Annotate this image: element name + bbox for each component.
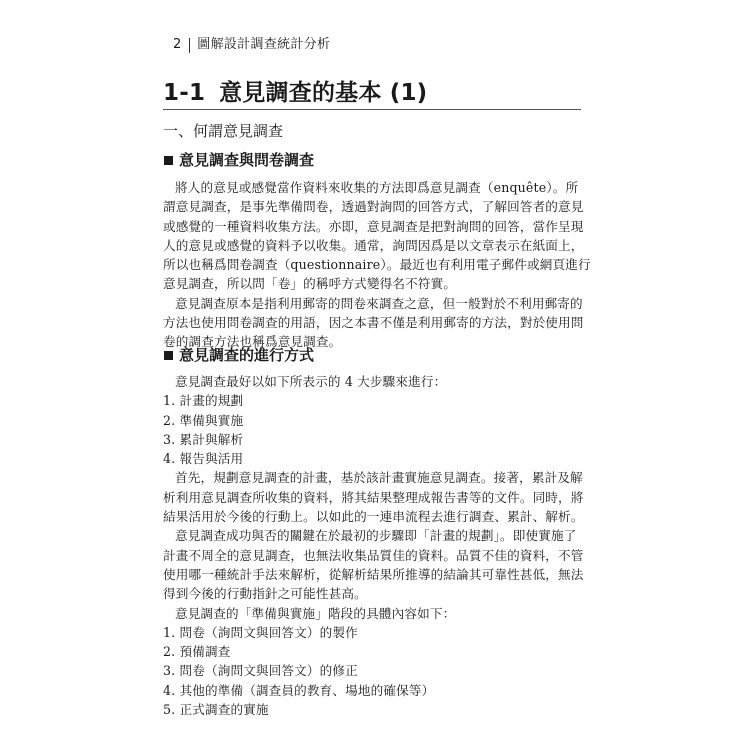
book-title: 圖解設計調查統計分析: [197, 37, 331, 52]
paragraph-line: 得到今後的行動指針之可能性甚高。: [163, 586, 367, 602]
list-item: 4. 報告與活用: [163, 451, 244, 467]
chapter-title-rule: [163, 109, 581, 110]
section-heading: 一、何謂意見調查: [163, 122, 284, 140]
running-head-divider: [189, 38, 190, 53]
subsection-heading-1-text: 意見調查與問卷調查: [179, 151, 315, 169]
list-item: 3. 問卷（詢問文與回答文）的修正: [163, 663, 358, 679]
chapter-title-text: 意見調查的基本 (1): [219, 80, 428, 106]
paragraph-line: 意見調查成功與否的關鍵在於最初的步驟即「計畫的規劃」。即使實施了: [175, 528, 577, 544]
chapter-number: 1-1: [163, 80, 206, 106]
paragraph-line: 或感覺的一種資料收集方法。亦即，意見調查是把對詢問的回答，當作呈現: [163, 218, 584, 234]
paragraph-line: 計畫不周全的意見調查，也無法收集品質佳的資料。品質不佳的資料，不管: [163, 547, 584, 563]
paragraph-line: 謂意見調查，是事先準備問卷，透過對詢問的回答方式，了解回答者的意見: [163, 199, 584, 215]
paragraph-line: 方法也使用問卷調查的用語，因之本書不僅是利用郵寄的方法，對於使用問: [163, 315, 584, 331]
paragraph-line: 結果活用於今後的行動上。以如此的一連串流程去進行調查、累計、解析。: [163, 509, 584, 525]
black-square-icon: [164, 156, 173, 165]
paragraph-line: 意見調查最好以如下所表示的 4 大步驟來進行：: [175, 374, 447, 389]
subsection-2-body: [163, 372, 584, 719]
paragraph-line: 首先，規劃意見調查的計畫，基於該計畫實施意見調查。接著，累計及解: [175, 470, 583, 486]
subsection-heading-2-text: 意見調查的進行方式: [179, 346, 315, 364]
black-square-icon: [164, 351, 173, 360]
subsection-heading-1: [163, 150, 314, 170]
list-item: 1. 問卷（詢問文與回答文）的製作: [163, 624, 358, 640]
paragraph-line: 人的意見或感覺的資料予以收集。通常，詢問因爲是以文章表示在紙面上，: [163, 237, 584, 253]
subsection-1-body: [163, 178, 591, 352]
paragraph-line: 將人的意見或感覺當作資料來收集的方法即爲意見調查（enquête）。所: [175, 180, 579, 195]
list-item: 1. 計畫的規劃: [163, 393, 244, 409]
paragraph-line: 使用哪一種統計手法來解析，從解析結果所推導的結論其可靠性甚低，無法: [163, 566, 584, 582]
paragraph-line: 析利用意見調查所收集的資料，將其結果整理成報告書等的文件。同時，將: [163, 489, 584, 505]
paragraph-line: 所以也稱爲問卷調查（questionnaire）。最近也有利用電子郵件或網頁進行: [163, 257, 591, 273]
list-item: 5. 正式調查的實施: [163, 702, 269, 718]
paragraph-line: 卷的調查方法也稱爲意見調查。: [163, 334, 342, 350]
list-item: 3. 累計與解析: [163, 431, 244, 447]
list-item: 2. 準備與實施: [163, 412, 244, 428]
running-head: [173, 36, 330, 54]
page-number: 2: [173, 37, 182, 52]
subsection-heading-2: [163, 345, 314, 365]
paragraph-line: 意見調查的「準備與實施」階段的具體內容如下：: [175, 605, 456, 621]
list-item: 2. 預備調查: [163, 644, 231, 660]
chapter-title: [163, 78, 427, 108]
paragraph-line: 意見調查，所以問「卷」的稱呼方式變得名不符實。: [163, 276, 457, 292]
list-item: 4. 其他的準備（調查員的教育、場地的確保等）: [163, 682, 435, 698]
paragraph-line: 意見調查原本是指利用郵寄的問卷來調查之意，但一般對於不利用郵寄的: [175, 295, 583, 311]
